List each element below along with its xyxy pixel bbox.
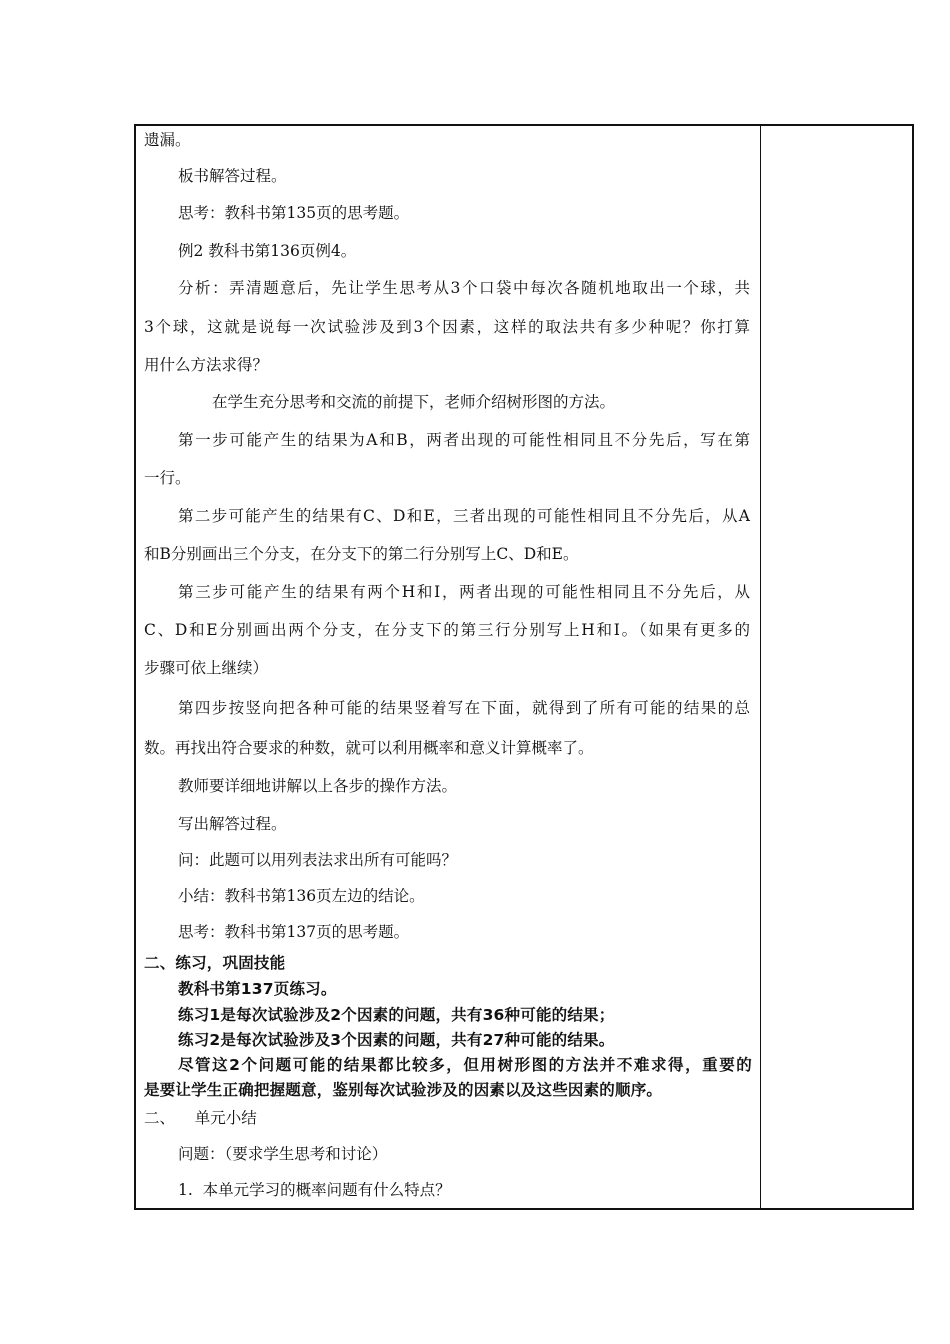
text-line: 尽管这2个问题可能的结果都比较多，但用树形图的方法并不难求得，重要的 <box>178 1056 752 1074</box>
text-line: 板书解答过程。 <box>178 167 287 185</box>
text-line: 1. 本单元学习的概率问题有什么特点？ <box>178 1181 451 1199</box>
notes-cell <box>762 126 912 1208</box>
text-line: 用什么方法求得？ <box>144 356 269 374</box>
text-line: 在学生充分思考和交流的前提下，老师介绍树形图的方法。 <box>212 393 616 411</box>
text-line: 思考：教科书第137页的思考题。 <box>178 923 410 941</box>
text-line: 小结：教科书第136页左边的结论。 <box>178 887 425 905</box>
text-line: 练习1是每次试验涉及2个因素的问题，共有36种可能的结果； <box>178 1006 615 1024</box>
text-line: 步骤可依上继续） <box>144 659 269 677</box>
text-line: 写出解答过程。 <box>178 815 287 833</box>
text-line: 问题：（要求学生思考和讨论） <box>178 1145 388 1163</box>
text-line: 教科书第137页练习。 <box>178 980 337 998</box>
text-line: 第四步按竖向把各种可能的结果竖着写在下面，就得到了所有可能的结果的总 <box>178 699 750 717</box>
lesson-plan-table <box>134 124 914 1210</box>
text-line: 问：此题可以用列表法求出所有可能吗？ <box>178 851 458 869</box>
text-line: 分析：弄清题意后，先让学生思考从3个口袋中每次各随机地取出一个球，共 <box>178 279 750 297</box>
text-line: 第三步可能产生的结果有两个H和I，两者出现的可能性相同且不分先后，从 <box>178 583 750 601</box>
text-line: 例2 教科书第136页例4。 <box>178 242 357 260</box>
text-line: 第一步可能产生的结果为A和B，两者出现的可能性相同且不分先后，写在第 <box>178 431 750 449</box>
lesson-content-cell <box>136 126 760 1208</box>
text-line: 遗漏。 <box>144 131 191 149</box>
text-line: 3个球，这就是说每一次试验涉及到3个因素，这样的取法共有多少种呢？你打算 <box>144 318 750 336</box>
text-line: 第二步可能产生的结果有C、D和E，三者出现的可能性相同且不分先后，从A <box>178 507 750 525</box>
text-line: 一行。 <box>144 469 191 487</box>
text-line: C、D和E分别画出两个分支，在分支下的第三行分别写上H和I。（如果有更多的 <box>144 621 750 639</box>
section-heading-summary: 二、 单元小结 <box>144 1109 257 1127</box>
text-line: 是要让学生正确把握题意，鉴别每次试验涉及的因素以及这些因素的顺序。 <box>144 1081 663 1099</box>
text-line: 数。再找出符合要求的种数，就可以利用概率和意义计算概率了。 <box>144 739 594 757</box>
text-line: 和B分别画出三个分支，在分支下的第二行分别写上C、D和E。 <box>144 545 579 563</box>
section-heading-practice: 二、练习，巩固技能 <box>144 954 286 972</box>
column-divider <box>760 126 761 1208</box>
text-line: 练习2是每次试验涉及3个因素的问题，共有27种可能的结果。 <box>178 1031 615 1049</box>
text-line: 教师要详细地讲解以上各步的操作方法。 <box>178 777 458 795</box>
text-line: 思考：教科书第135页的思考题。 <box>178 204 410 222</box>
